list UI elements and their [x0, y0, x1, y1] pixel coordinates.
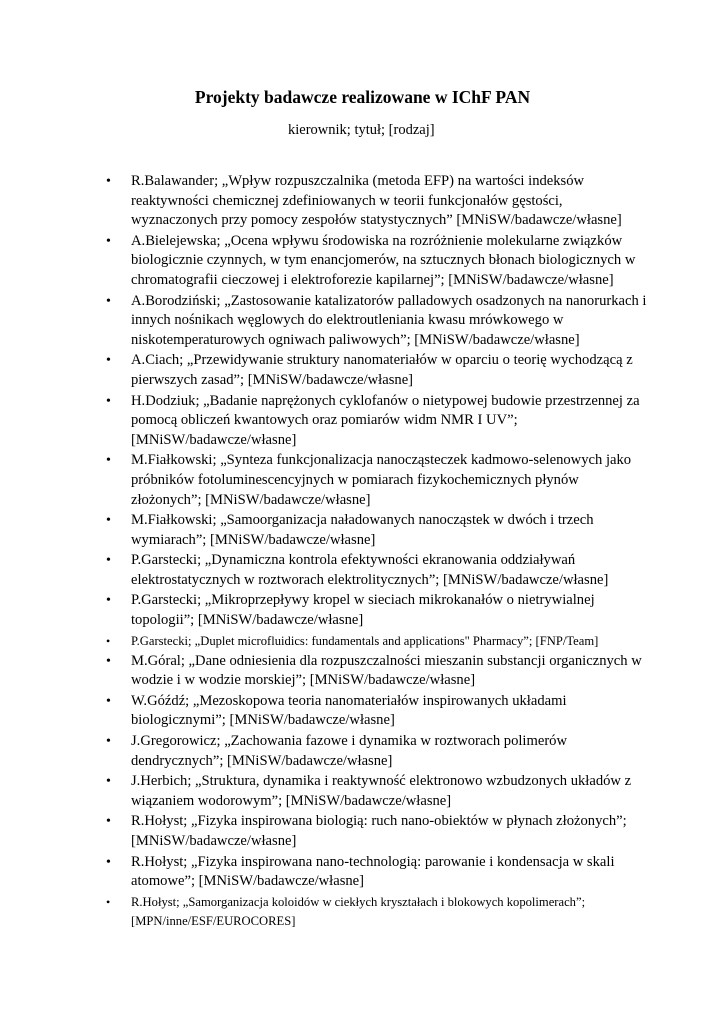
bullet-icon: • — [106, 353, 111, 369]
project-item — [0, 451, 651, 510]
project-item — [0, 172, 651, 231]
project-text: M.Fiałkowski; „Synteza funkcjonalizacja nanocząsteczek kadmowo-selenowych jako próbników fotoluminescencyjnych w pomiarach fizykochemicznych płynów złożonych”; [MNiSW/badawcze/własne] — [131, 452, 632, 508]
projects-list — [0, 172, 651, 932]
bullet-icon: • — [106, 513, 111, 529]
bullet-icon: • — [106, 293, 111, 309]
project-text: P.Garstecki; „Dynamiczna kontrola efektywności ekranowania oddziaływań elektrostatycznych w roztworach elektrolitycznych”; [MNiSW/badawcze/własne] — [131, 552, 609, 588]
project-text: P.Garstecki; „Mikroprzepływy kropel w sieciach mikrokanałów o nietrywialnej topologii”; [MNiSW/badawcze/własne] — [131, 592, 595, 629]
project-text: P.Garstecki; „Duplet microfluidics: fundamentals and applications" Pharmacy”; [FNP/Team] — [131, 633, 599, 648]
bullet-icon: • — [106, 174, 111, 189]
bullet-icon: • — [106, 734, 111, 750]
project-item — [0, 853, 651, 892]
bullet-icon: • — [106, 633, 111, 648]
project-item — [0, 812, 651, 851]
project-item — [0, 652, 651, 691]
project-text: J.Herbich; „Struktura, dynamika i reaktywność elektronowo wzbudzonych układów z wiązaniem wodorowym”; [MNiSW/badawcze/własne] — [131, 773, 632, 809]
bullet-icon: • — [106, 774, 111, 790]
project-item — [0, 632, 651, 651]
project-item — [0, 893, 651, 931]
bullet-icon: • — [106, 453, 111, 469]
bullet-icon: • — [106, 814, 111, 830]
project-text: R.Balawander; „Wpływ rozpuszczalnika (metoda EFP) na wartości indeksów reaktywności chemicznej zdefiniowanych w teorii funkcjonałów gęstości, wyznaczonych przy pomocy zespołów statystycznych” [MNiSW/badawcze/własne] — [131, 173, 622, 229]
project-item — [0, 591, 651, 630]
project-text: W.Góźdź; „Mezoskopowa teoria nanomateriałów inspirowanych układami biologicznymi”; [MNiSW/badawcze/własne] — [131, 692, 567, 729]
document-subtitle: kierownik; tytuł; [rodzaj] — [288, 122, 435, 138]
bullet-icon: • — [106, 693, 111, 709]
project-text: M.Fiałkowski; „Samoorganizacja naładowanych nanocząstek w dwóch i trzech wymiarach”; [MNiSW/badawcze/własne] — [131, 512, 594, 548]
project-item — [0, 351, 651, 390]
bullet-icon: • — [106, 854, 111, 870]
project-item — [0, 772, 651, 811]
project-item — [0, 551, 651, 590]
project-text: R.Hołyst; „Fizyka inspirowana biologią: ruch nano-obiektów w płynach złożonych”; [MNiSW/badawcze/własne] — [131, 813, 627, 849]
project-item — [0, 392, 651, 451]
project-text: A.Bielejewska; „Ocena wpływu środowiska na rozróżnienie molekularne związków biologicznie czynnych, w tym enancjomerów, na sztucznych błonach biologicznych w chromatografii cieczowej i elektroforezie kapilarnej”; [MNiSW/badawcze/własne] — [131, 232, 636, 288]
project-text: A.Borodziński; „Zastosowanie katalizatorów palladowych osadzonych na nanorurkach i innych nośnikach węglowych do elektroutleniania kwasu mrówkowego w niskotemperaturowych ogniwach paliwowych”; [MNiSW/badawcze/własne] — [131, 292, 647, 348]
project-text: A.Ciach; „Przewidywanie struktury nanomateriałów w oparciu o teorię wychodzącą z pierwszych zasad”; [MNiSW/badawcze/własne] — [131, 352, 633, 388]
project-text: J.Gregorowicz; „Zachowania fazowe i dynamika w roztworach polimerów dendrycznych”; [MNiSW/badawcze/własne] — [131, 733, 568, 769]
project-text: R.Hołyst; „Fizyka inspirowana nano-technologią: parowanie i kondensacja w skali atomowe”; [MNiSW/badawcze/własne] — [131, 853, 615, 890]
project-item — [0, 732, 651, 771]
project-text: H.Dodziuk; „Badanie naprężonych cyklofanów o nietypowej budowie przestrzennej za pomocą obliczeń kwantowych oraz pomiarów widm NMR I UV”; [MNiSW/badawcze/własne] — [131, 392, 640, 448]
bullet-icon: • — [106, 393, 111, 409]
bullet-icon: • — [106, 653, 111, 669]
project-text: R.Hołyst; „Samorganizacja koloidów w ciekłych kryształach i blokowych kopolimerach”; [MPN/inne/ESF/EUROCORES] — [131, 894, 586, 928]
project-text: M.Góral; „Dane odniesienia dla rozpuszczalności mieszanin substancji organicznych w wodzie i w wodzie morskiej”; [MNiSW/badawcze/własne] — [131, 652, 642, 689]
document-title: Projekty badawcze realizowane w IChF PAN — [194, 87, 531, 107]
project-item — [0, 232, 651, 291]
bullet-icon: • — [106, 894, 111, 909]
project-item — [0, 292, 651, 351]
bullet-icon: • — [106, 593, 111, 609]
project-item — [0, 511, 651, 550]
bullet-icon: • — [106, 233, 111, 249]
project-item — [0, 692, 651, 731]
bullet-icon: • — [106, 553, 111, 569]
